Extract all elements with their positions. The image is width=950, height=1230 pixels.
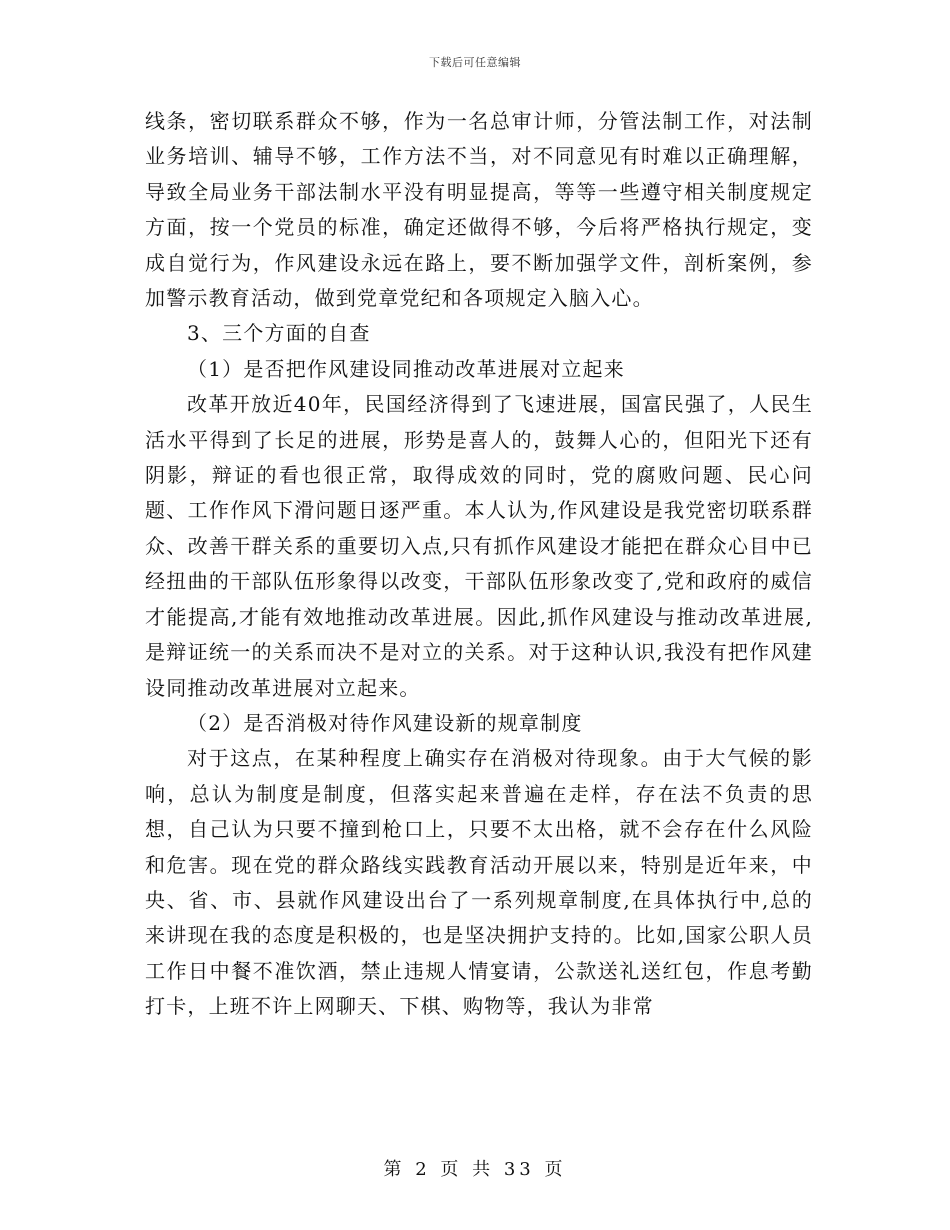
section-heading-self-check: 3、三个方面的自查 — [187, 321, 371, 346]
page-header-note: 下载后可任意编辑 — [429, 56, 521, 69]
paragraph-reform: 改革开放近40年，民国经济得到了飞速进展，国富民强了，人民生活水平得到了长足的进展，形势是喜人的，鼓舞人心的，但阳光下还有阴影，辩证的看也很正常，取得成效的同时，党的腐败问题、民心问题、工作作风下滑问题日逐严重。本人认为,作风建设是我党密切联系群众、改善干群关系的重要切入点,只有抓作风建设才能把在群众心目中已经扭曲的干部队伍形象得以改变，干部队伍形象改变了,党和政府的威信才能提高,才能有效地推动改革进展。因此,抓作风建设与推动改革进展,是辩证统一的关系而决不是对立的关系。对于这种认识,我没有把作风建设同推动改革进展对立起来。 — [145, 392, 813, 700]
paragraph-regulations: 对于这点，在某种程度上确实存在消极对待现象。由于大气候的影响，总认为制度是制度，但落实起来普遍在走样，存在法不负责的思想，自己认为只要不撞到枪口上，只要不太出格，就不会存在什么风险和危害。现在党的群众路线实践教育活动开展以来，特别是近年来，中央、省、市、县就作风建设出台了一系列规章制度,在具体执行中,总的来讲现在我的态度是积极的，也是坚决拥护支持的。比如,国家公职人员工作日中餐不准饮酒，禁止违规人情宴请，公款送礼送红包，作息考勤打卡，上班不许上网聊天、下棋、购物等，我认为非常 — [145, 746, 813, 1019]
document-body — [145, 104, 813, 1025]
subheading-2: （2）是否消极对待作风建设新的规章制度 — [187, 710, 583, 735]
subheading-1: （1）是否把作风建设同推动改革进展对立起来 — [187, 356, 625, 381]
page-footer-number: 第 2 页 共 33 页 — [383, 1159, 567, 1180]
paragraph-continuation: 线条，密切联系群众不够，作为一名总审计师，分管法制工作，对法制业务培训、辅导不够，工作方法不当，对不同意见有时难以正确理解，导致全局业务干部法制水平没有明显提高，等等一些遵守相关制度规定方面，按一个党员的标准，确定还做得不够，今后将严格执行规定，变成自觉行为，作风建设永远在路上，要不断加强学文件，剖析案例，参加警示教育活动，做到党章党纪和各项规定入脑入心。 — [145, 109, 813, 311]
